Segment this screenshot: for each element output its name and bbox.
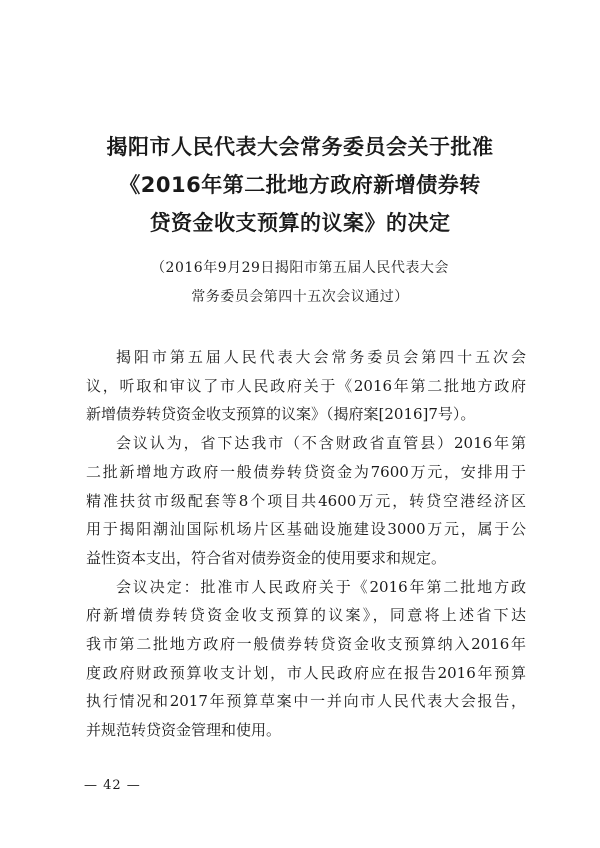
document-title (40, 128, 560, 242)
text-line: 会议认为，省下达我市（不含财政省直管县）2016年第 (116, 434, 526, 453)
adoption-note-line: （2016年9月29日揭阳市第五届人民代表大会 (151, 260, 449, 276)
text-line: 益性资本支出，符合省对债券资金的使用要求和规定。 (86, 548, 447, 567)
text-line: 揭阳市第五届人民代表大会常务委员会第四十五次会 (116, 348, 526, 366)
text-line: 新增债券转贷资金收支预算的议案》（揭府案[2016]7号）。 (86, 405, 476, 424)
paragraph-intro (86, 343, 526, 429)
text-line: 我市第二批地方政府一般债券转贷资金收支预算纳入2016年 (86, 635, 526, 654)
text-line: 执行情况和2017年预算草案中一并向市人民代表大会报告， (86, 692, 526, 711)
page-number: — 42 — (84, 778, 141, 793)
adoption-note-line: 常务委员会第四十五次会议通过） (191, 289, 409, 305)
title-line: 贷资金收支预算的议案》的决定 (149, 211, 451, 235)
title-line: 揭阳市人民代表大会常务委员会关于批准 (106, 135, 494, 159)
text-line: 府新增债券转贷资金收支预算的议案》，同意将上述省下达 (86, 606, 526, 625)
paragraph-opinion (86, 429, 526, 573)
adoption-note (40, 254, 560, 312)
text-line: 并规范转贷资金管理和使用。 (86, 721, 282, 740)
text-line: 议，听取和审议了市人民政府关于《2016年第二批地方政府 (86, 376, 526, 395)
title-line: 《2016年第二批地方政府新增债券转 (119, 173, 481, 197)
text-line: 会议决定：批准市人民政府关于《2016年第二批地方政 (116, 577, 526, 596)
document-body (86, 343, 526, 745)
paragraph-decision (86, 573, 526, 745)
text-line: 二批新增地方政府一般债券转贷资金为7600万元，安排用于 (86, 462, 526, 481)
text-line: 精准扶贫市级配套等8个项目共4600万元，转贷空港经济区 (86, 491, 526, 510)
text-line: 度政府财政预算收支计划，市人民政府应在报告2016年预算 (86, 663, 526, 682)
text-line: 用于揭阳潮汕国际机场片区基础设施建设3000万元，属于公 (86, 520, 526, 539)
